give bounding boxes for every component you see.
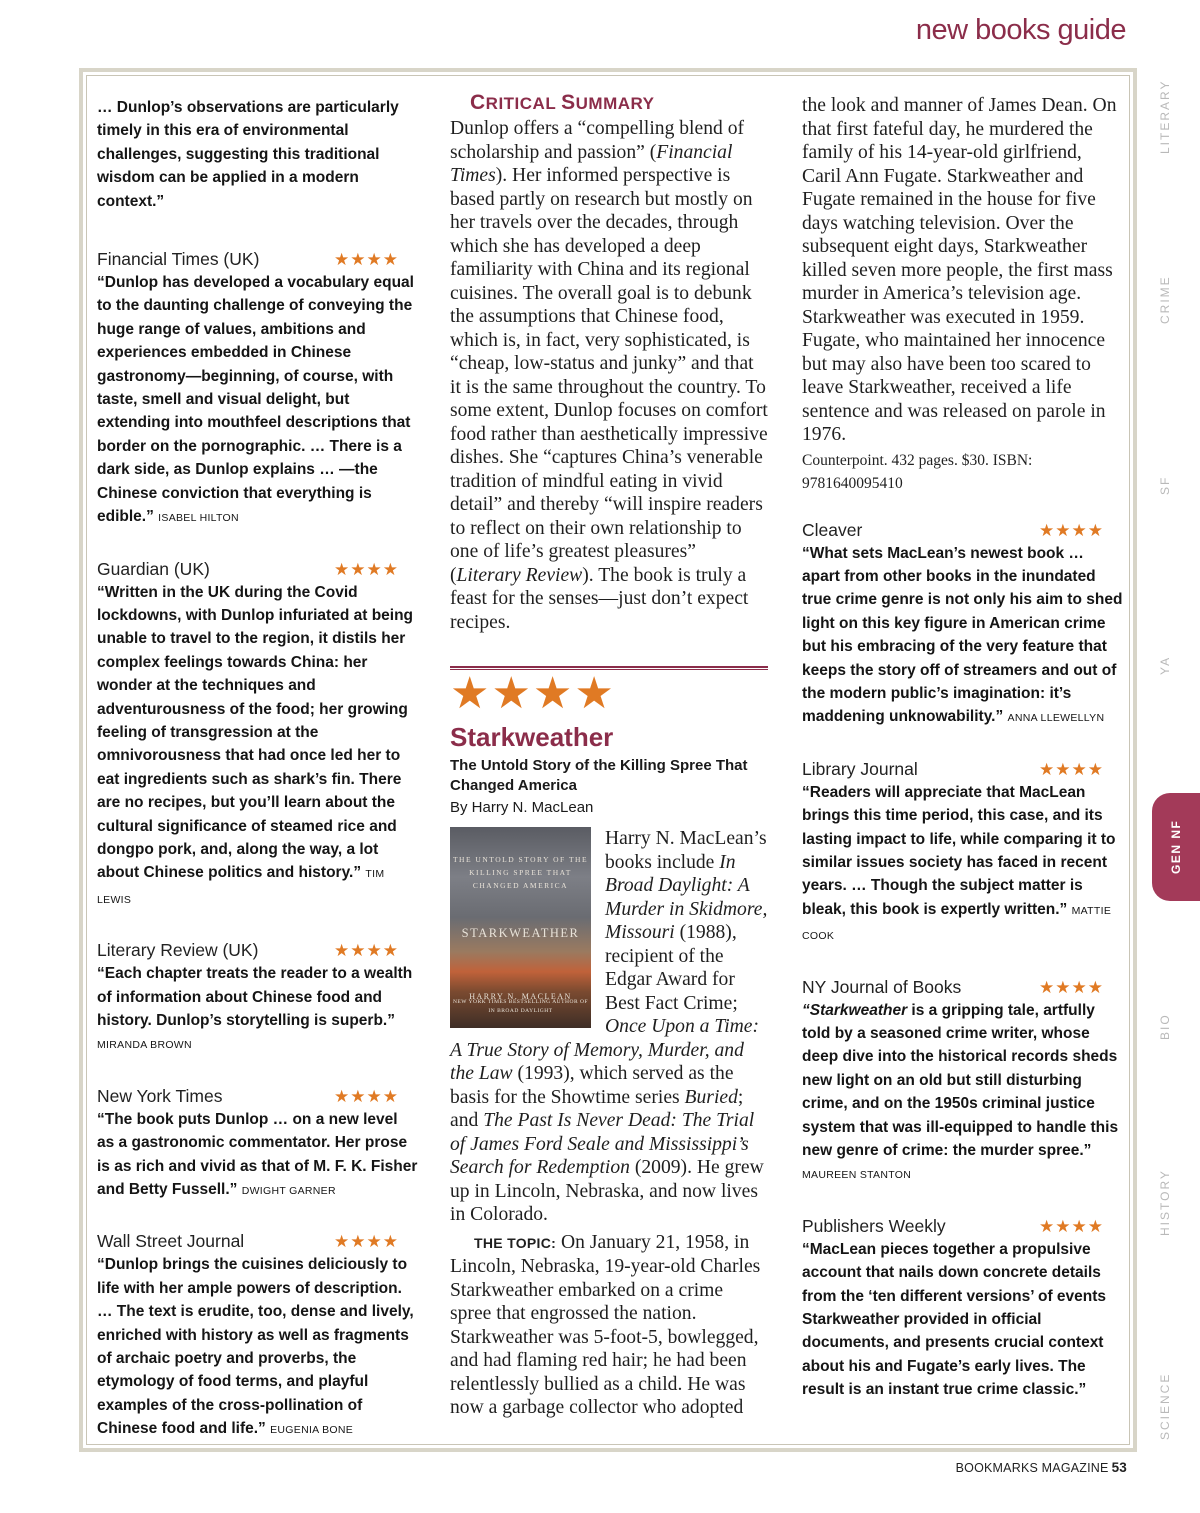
star-rating: ★★★★ — [334, 250, 399, 270]
bio-text: ; and — [450, 1086, 744, 1131]
reviewer-name: MAUREEN STANTON — [802, 1169, 912, 1182]
book-cover-image — [450, 827, 591, 1028]
review-quote — [97, 1108, 419, 1204]
bio-text: (2009). He grew up in Lincoln, Nebraska, and now lives in Colorado. — [450, 1157, 764, 1225]
review-quote — [97, 271, 419, 530]
author-bio — [450, 827, 768, 1227]
side-tab-gen-nf-label: GEN NF — [1169, 819, 1183, 875]
topic-continued: the look and manner of James Dean. On that first fateful day, he murdered the family of his 14-year-old girlfriend, Caril Ann Fugate. Starkweather and Fugate remained in the house for five days watching television. Over the subsequent eight days, Starkweather killed seven more people, the first mass murder in America’s television age. Starkweather was executed in 1959. Fugate, who maintained her innocence but may also have been too scared to leave Starkweather, received a life sentence and was released on parole in 1976. — [802, 95, 1117, 445]
star-rating: ★★★★ — [1039, 977, 1104, 997]
quote-text: “MacLean pieces together a propulsive account that nails down concrete details from the ‘ten different versions’ of events Starkweather provided in official documents, and presents crucial context about his and Fugate’s early lives. The result is an instant true crime classic.” — [802, 1240, 1107, 1399]
heading-text: RITICAL — [485, 94, 562, 113]
review-source: Wall Street Journal — [97, 1231, 245, 1252]
review-block — [802, 1214, 1124, 1402]
heading-cap: C — [470, 91, 486, 114]
review-block — [802, 975, 1124, 1188]
star-rating: ★★★★ — [334, 941, 399, 961]
left-column — [97, 96, 419, 1443]
summary-text: ). Her informed perspective is based partly on research but mostly on her travels over the decades, through which she has developed a deep familiarity with China and its regional cuisines. The overall goal is to debunk the assumptions that Chinese food, which is, in fact, very sophisticated, is “cheap, low-status and junky” and that it is the same throughout the country. To some extent, Dunlop focuses on comfort food rather than aesthetically impressive dishes. She “captures China’s venerable tradition of mindful eating in vivid detail” and thereby “will inspire readers to reflect on their own relationship to one of life’s greatest pleasures” ( — [450, 165, 768, 586]
book-title: Starkweather — [450, 722, 614, 752]
side-tab-sf[interactable]: SF — [1158, 475, 1172, 495]
reviewer-name: MIRANDA BROWN — [97, 1039, 192, 1052]
heading-text: UMMARY — [575, 94, 655, 113]
reviewer-name: ISABEL HILTON — [158, 512, 239, 525]
cover-title: STARKWEATHER — [461, 926, 580, 940]
star-rating: ★★★★ — [334, 1086, 399, 1106]
page-number: 53 — [1111, 1460, 1127, 1475]
review-quote — [97, 962, 419, 1058]
summary-source: Literary Review — [456, 564, 583, 586]
side-tab-science[interactable]: SCIENCE — [1158, 1372, 1172, 1440]
review-source: Literary Review (UK) — [97, 940, 259, 961]
quote-text: “What sets MacLean’s newest book … apart from other books in the inundated true crime genre is not only his aim to shed light on this key figure in American crime but his embracing of the very feature that keeps the story off of streamers and out of the modern public’s imagination: it’s maddening unknowability.” — [802, 544, 1123, 726]
star-rating: ★★★★ — [1039, 1216, 1104, 1236]
cover-footer: NEW YORK TIMES BESTSELLING AUTHOR OF IN BROAD DAYLIGHT — [452, 999, 589, 1014]
book-subtitle: The Untold Story of the Killing Spree That Changed America — [450, 757, 748, 794]
review-header — [97, 938, 419, 962]
quote-text: “Each chapter treats the reader to a wealth of information about Chinese food and history. Dunlop’s storytelling is superb.” — [97, 965, 413, 1029]
side-tab-history[interactable]: HISTORY — [1158, 1169, 1172, 1236]
book-star-rating: ★★★★ — [450, 669, 616, 718]
review-block — [97, 938, 419, 1058]
bio-book-title: Once Upon a Time: A True Story of Memory, Murder, and the Law — [450, 1016, 760, 1084]
reviewer-name: EUGENIA BONE — [270, 1424, 354, 1437]
magazine-name: BOOKMARKS MAGAZINE — [955, 1461, 1109, 1475]
side-tab-literary[interactable]: LITERARY — [1158, 79, 1172, 154]
review-block — [802, 757, 1124, 949]
review-source: Publishers Weekly — [802, 1215, 946, 1236]
review-header — [97, 247, 419, 271]
reviewer-name: TIM LEWIS — [97, 868, 385, 906]
bio-text: (1993), which served as the basis for the Showtime series — [450, 1063, 734, 1108]
quote-text: is a gripping tale, artfully told by a seasoned crime writer, whose deep dive into the historical records sheds new light on an old but still disturbing crime, and on the 1950s criminal justice system that was ill-equipped to handle this new genre of crime: the murder spree.” — [802, 1001, 1119, 1160]
review-header — [97, 1084, 419, 1108]
bio-text: (1988), recipient of the Edgar Award for Best Fact Crime; — [605, 922, 738, 1014]
side-tab-gen-nf[interactable] — [1152, 793, 1200, 901]
right-column — [802, 94, 1124, 1402]
review-quote — [802, 999, 1124, 1188]
bio-book-title: Buried — [684, 1086, 738, 1108]
review-quote — [802, 542, 1124, 731]
page-footer — [956, 1460, 1127, 1475]
bio-text: Harry N. MacLean’s books include — [605, 828, 767, 873]
cover-author: HARRY N. MACLEAN — [469, 992, 572, 1001]
review-header — [97, 557, 419, 581]
review-source: Cleaver — [802, 519, 863, 540]
star-rating: ★★★★ — [334, 559, 399, 579]
side-tab-crime[interactable]: CRIME — [1158, 275, 1172, 324]
star-rating: ★★★★ — [334, 1232, 399, 1252]
star-rating: ★★★★ — [1039, 759, 1104, 779]
book-byline: By Harry N. MacLean — [450, 799, 594, 816]
summary-source: Financial Times — [450, 141, 733, 186]
topic-text: On January 21, 1958, in Lincoln, Nebraska, 19-year-old Charles Starkweather embarked on a crime spree that engrossed the nation. Starkweather was 5-foot-5, bowlegged, and had flaming red hair; he had been relentlessly bullied as a child. He was now a garbage collector who adopted — [450, 1231, 761, 1418]
critical-summary-text — [450, 117, 768, 634]
quote-text: “Written in the UK during the Covid lockdowns, with Dunlop infuriated at being unable to travel to the region, it distils her complex feelings towards China: her wonder at the techniques and adventurousness of the food; her growing feeling of transgression at the omnivorousness that had once led her to eat ingredients such as shark’s fin. There are no recipes, but you’ll learn about the cultural significance of steamed rice and dongpo pork, and, along the way, a lot about Chinese politics and history.” — [97, 583, 414, 882]
quote-text: “Dunlop has developed a vocabulary equal to the daunting challenge of conveying the huge range of values, ambitions and experiences embedded in Chinese gastronomy—beginning, of course, with taste, smell and visual delight, but extending into mouthfeel descriptions that border on the pornographic. … There is a dark side, as Dunlop explains … —the Chinese conviction that everything is edible.” — [97, 274, 414, 526]
quote-text: “The book puts Dunlop … on a new level as a gastronomic commentator. Her prose is as rich and vivid as that of M. F. K. Fisher and Betty Fussell.” — [97, 1110, 418, 1199]
review-quote — [802, 1238, 1124, 1402]
reviewer-name: ANNA LLEWELLYN — [1007, 712, 1105, 725]
bio-book-title: In Broad Daylight: A Murder in Skidmore, Missouri — [605, 851, 768, 943]
review-quote — [97, 581, 419, 913]
review-header — [802, 757, 1124, 781]
review-source: NY Journal of Books — [802, 976, 962, 997]
quote-text: “Dunlop brings the cuisines deliciously to life with her ample powers of description. … The text is erudite, too, dense and lively, enriched with history as well as fragments of archaic poetry and proverbs, the etymology of food terms, and playful examples of the cross-pollination of Chinese food and life.” — [97, 1256, 414, 1438]
review-header — [802, 518, 1124, 542]
quote-text: “Readers will appreciate that MacLean brings this time period, this case, and its lasting impact to life, while comparing it to similar issues society has faced in recent years. … Though the subject matter is bleak, this book is expertly written.” — [802, 783, 1116, 918]
reviewer-name: MATTIE COOK — [802, 904, 1112, 943]
publication-info: Counterpoint. 432 pages. $30. ISBN: 9781640095410 — [802, 451, 1033, 492]
section-title: new books guide — [915, 14, 1126, 46]
reviewer-name: DWIGHT GARNER — [241, 1185, 336, 1198]
side-tab-bio[interactable]: BIO — [1158, 1013, 1172, 1040]
review-source: Library Journal — [802, 758, 918, 779]
topic-label: THE TOPIC: — [474, 1234, 557, 1251]
review-block — [97, 1084, 419, 1204]
critical-summary-heading — [450, 90, 768, 117]
review-block — [97, 247, 419, 530]
side-tab-ya[interactable]: YA — [1158, 655, 1172, 675]
heading-cap: S — [561, 91, 576, 114]
review-source: Guardian (UK) — [97, 558, 210, 579]
quote-title: “Starkweather — [802, 1001, 908, 1019]
review-header — [802, 1214, 1124, 1238]
cover-tagline: THE UNTOLD STORY OF THE KILLING SPREE THAT CHANGED AMERICA — [452, 855, 589, 890]
review-header — [97, 1229, 419, 1253]
summary-text: ). The book is truly a feast for the senses—just don’t expect recipes. — [450, 564, 749, 633]
bio-book-title: The Past Is Never Dead: The Trial of James Ford Seale and Mississippi’s Search for Redemption — [450, 1110, 755, 1178]
summary-text: Dunlop offers a “compelling blend of scholarship and passion” ( — [450, 118, 745, 163]
intro-quote: … Dunlop’s observations are particularly timely in this era of environmental challenges, suggesting this traditional wisdom can be applied in a modern context.” — [97, 99, 399, 210]
review-source: Financial Times (UK) — [97, 249, 260, 270]
star-rating: ★★★★ — [1039, 520, 1104, 540]
review-source: New York Times — [97, 1085, 223, 1106]
topic-paragraph — [450, 1231, 768, 1420]
review-block — [97, 1229, 419, 1442]
review-header — [802, 975, 1124, 999]
review-quote — [97, 1253, 419, 1442]
middle-column — [450, 90, 768, 1420]
review-block — [802, 518, 1124, 731]
review-quote — [802, 781, 1124, 949]
review-block — [97, 557, 419, 913]
